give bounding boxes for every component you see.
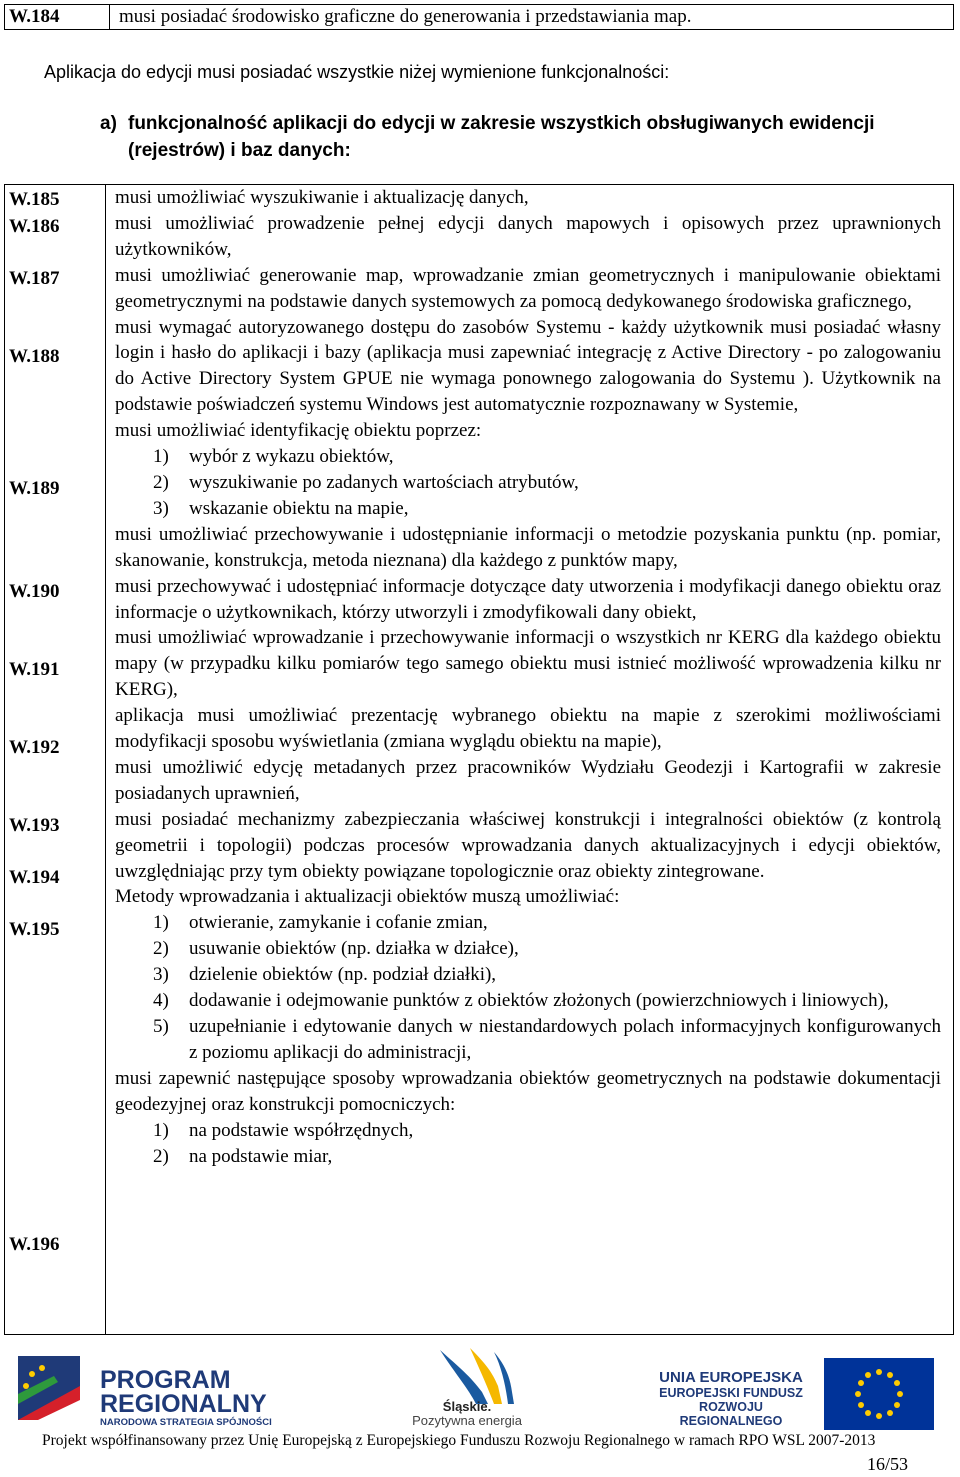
requirement-id: W.195: [9, 919, 60, 940]
item-text: Metody wprowadzania i aktualizacji obiektów muszą umożliwiać:: [115, 886, 620, 908]
list-item: aplikacja musi umożliwiać prezentację wybranego obiektu na mapie z szerokimi możliwościami modyfikacji sposobu wyświetlania (zmiana wyglądu obiektu na mapie),: [115, 705, 941, 753]
list-item: musi umożliwiać przechowywanie i udostępnianie informacji o metodzie pozyskania punktu (np. pomiar, skanowanie, konstrukcja, metoda nieznana) dla każdego z punktów mapy,: [115, 523, 941, 571]
text-column: [106, 185, 954, 1335]
list-item: musi umożliwić edycję metadanych przez pracowników Wydziału Geodezji i Kartografii w zakresie posiadanych uprawnień,: [115, 756, 941, 804]
list-item: musi umożliwiać generowanie map, wprowadzanie zmian geometrycznych i manipulowanie obiektami geometrycznymi na podstawie danych systemowych za pomocą dedykowanego środowiska graficznego,: [115, 264, 941, 312]
program-regionalny-logo-icon: [18, 1356, 80, 1420]
list-item: musi umożliwiać wyszukiwanie i aktualizację danych,: [115, 187, 529, 208]
sub-item: 3) wskazanie obiektu na mapie,: [153, 497, 409, 519]
section-heading-text: funkcjonalność aplikacji do edycji w zakresie wszystkich obsługiwanych ewidencji (rejestrów) i baz danych:: [128, 113, 875, 161]
requirement-id: W.194: [9, 867, 60, 888]
requirement-id: W.192: [9, 737, 60, 758]
item-text: musi umożliwiać identyfikację obiektu poprzez:: [115, 420, 482, 442]
program-regionalny-text: PROGRAM REGIONALNY NARODOWA STRATEGIA SPÓJNOŚCI: [100, 1366, 272, 1428]
requirement-id: W.191: [9, 659, 60, 680]
requirement-id: W.196: [9, 1234, 60, 1255]
requirement-id: W.189: [9, 478, 60, 499]
sub-item: 2) wyszukiwanie po zadanych wartościach atrybutów,: [153, 471, 579, 493]
footer-logos: [0, 1348, 960, 1428]
sub-item: 5) uzupełnianie i edytowanie danych w niestandardowych polach informacyjnych konfigurowanych z poziomu aplikacji do administracji,: [153, 1016, 941, 1063]
footer-text: Projekt współfinansowany przez Unię Europejską z Europejskiego Funduszu Rozwoju Regionalnego w ramach RPO WSL 2007-2013: [42, 1432, 876, 1449]
slaskie-logo-icon: [430, 1348, 530, 1406]
list-item: musi umożliwiać prowadzenie pełnej edycji danych mapowych i opisowych przez uprawnionych użytkowników,: [115, 212, 941, 260]
sub-item: 1) otwieranie, zamykanie i cofanie zmian,: [153, 912, 488, 934]
requirement-id: W.187: [9, 268, 60, 289]
sub-item: 1) na podstawie współrzędnych,: [153, 1119, 414, 1141]
sub-item: 4) dodawanie i odejmowanie punktów z obiektów złożonych (powierzchniowych i liniowych),: [153, 990, 889, 1012]
list-item: [115, 807, 941, 1066]
sub-item: 1) wybór z wykazu obiektów,: [153, 446, 394, 468]
slaskie-text: Śląskie. Pozytywna energia: [412, 1399, 522, 1428]
eu-text: UNIA EUROPEJSKA EUROPEJSKI FUNDUSZ ROZWOJU REGIONALNEGO: [659, 1369, 803, 1428]
id-column: [5, 185, 106, 1335]
table-row: [5, 5, 954, 30]
intro-text: Aplikacja do edycji musi posiadać wszystkie niżej wymienione funkcjonalności:: [44, 62, 670, 82]
list-item: musi wymagać autoryzowanego dostępu do zasobów Systemu - każdy użytkownik musi posiadać własny login i hasło do aplikacji i bazy (aplikacja musi zapewniać integrację z Active Directory - po zalogowaniu do Active Directory System GPUE nie wymaga ponownego zalogowania do Systemu ). Użytkownik na podstawie poświadczeń systemu Windows jest automatycznie rozpoznawany w Systemie,: [115, 316, 941, 416]
requirement-id: W.185: [9, 189, 60, 210]
requirement-id: W.190: [9, 581, 60, 602]
list-item: [115, 1066, 941, 1170]
list-item: [115, 418, 941, 522]
top-requirement-table: [4, 4, 954, 30]
section-heading: [100, 110, 945, 164]
item-text: musi posiadać mechanizmy zabezpieczania właściwej konstrukcji i integralności obiektów (z kontrolą geometrii i topologii) podczas procesów wprowadzania danych aktualizacyjnych i edycji obiektów, uwzględniając przy tym obiekty powiązane topologicznie oraz obiekty zintegrowane.: [115, 808, 941, 882]
eu-flag-icon: [824, 1358, 934, 1430]
requirement-id: W.188: [9, 346, 60, 367]
requirement-id: W.193: [9, 815, 60, 836]
requirement-text: musi posiadać środowisko graficzne do generowania i przedstawiania map.: [110, 5, 954, 30]
section-heading-label: a): [100, 113, 117, 134]
requirement-id: W.186: [9, 216, 60, 237]
list-item: musi przechowywać i udostępniać informacje dotyczące daty utworzenia i modyfikacji danego obiektu oraz informacje o użytkownikach, którzy utworzyli i zmodyfikowali dany obiekt,: [115, 575, 941, 623]
sub-item: 2) usuwanie obiektów (np. działka w działce),: [153, 938, 519, 960]
page-number: 16/53: [866, 1454, 908, 1474]
sub-item: 3) dzielenie obiektów (np. podział działki),: [153, 964, 497, 986]
requirement-id: W.184: [5, 5, 110, 30]
requirements-table: [4, 184, 954, 1335]
item-text: musi zapewnić następujące sposoby wprowadzania obiektów geometrycznych na podstawie dokumentacji geodezyjnej oraz konstrukcji pomocniczych:: [115, 1067, 941, 1115]
list-item: musi umożliwiać wprowadzanie i przechowywanie informacji o wszystkich nr KERG dla każdego obiektu mapy (w przypadku kilku pomiarów tego samego obiektu musi istnieć możliwość wprowadzenia kilku nr KERG),: [115, 627, 941, 701]
sub-item: 2) na podstawie miar,: [153, 1145, 333, 1167]
